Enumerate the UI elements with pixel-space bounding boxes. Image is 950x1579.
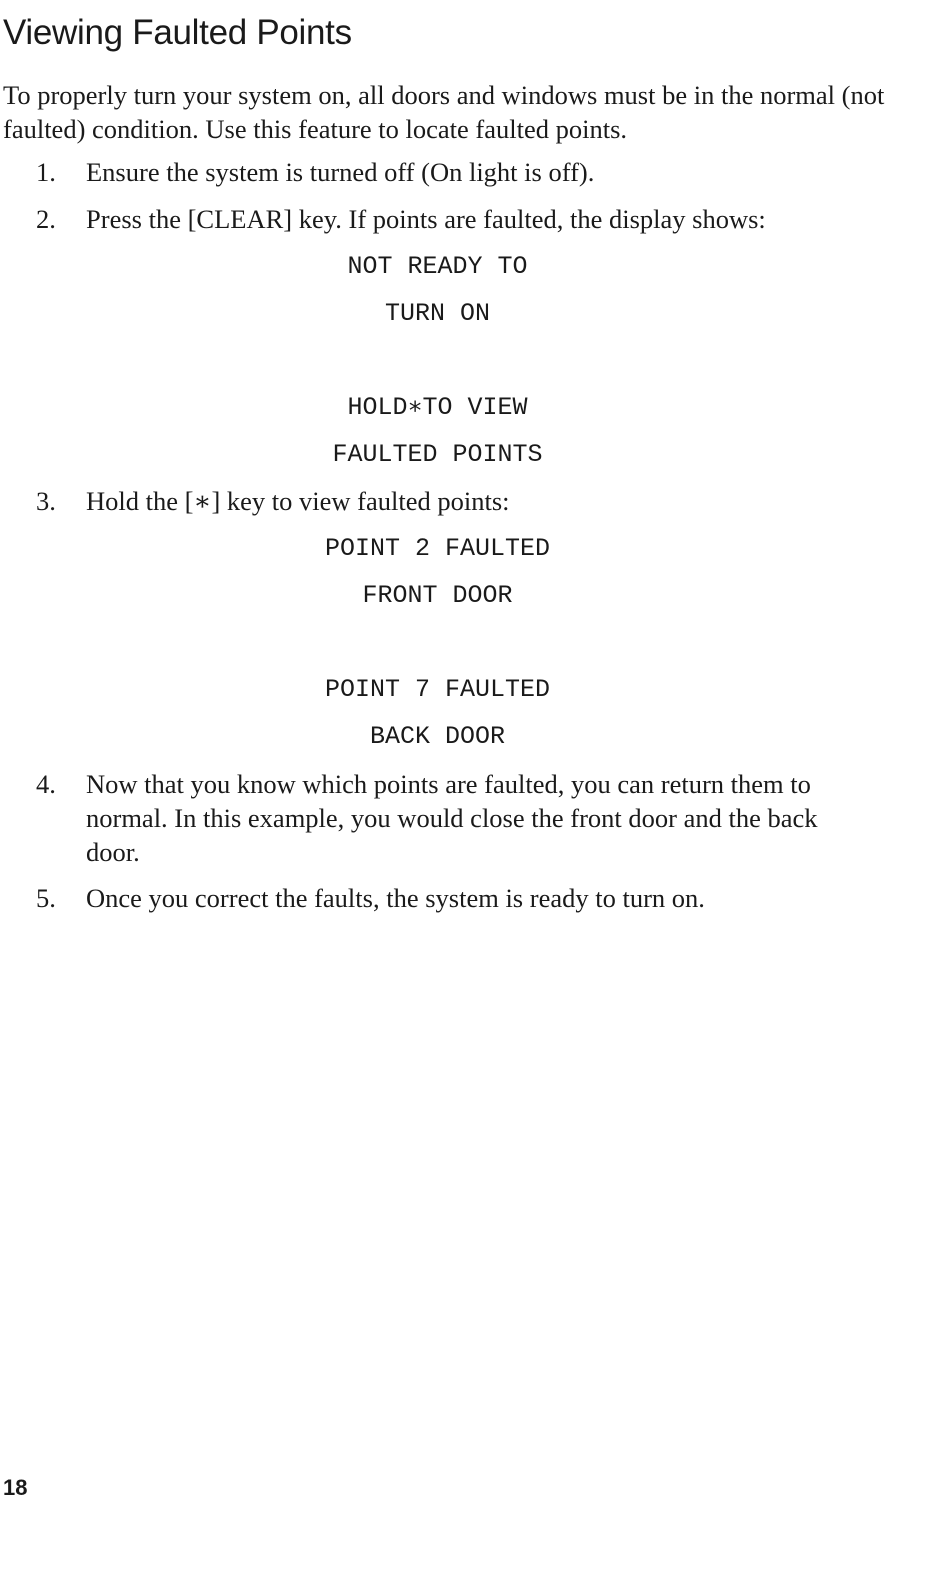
display-line: FAULTED POINTS — [332, 440, 543, 469]
step-text: Hold the [∗] key to view faulted points: — [86, 486, 510, 516]
display-line: POINT 7 FAULTED — [324, 675, 551, 704]
step-text: Now that you know which points are faulted, you can return them to normal. In this example, you would close the front door and the back door. — [86, 769, 818, 867]
page-number: 18 — [3, 1475, 28, 1500]
display-line: TURN ON — [384, 299, 491, 328]
display-line: POINT 2 FAULTED — [324, 534, 551, 563]
display-line: HOLD∗TO VIEW — [347, 393, 528, 422]
step-number: 1. — [36, 157, 56, 187]
step-text: Once you correct the faults, the system is ready to turn on. — [86, 883, 705, 913]
display-line: BACK DOOR — [369, 722, 506, 751]
page-title: Viewing Faulted Points — [3, 13, 352, 52]
step-number: 3. — [36, 486, 56, 516]
step-number: 5. — [36, 883, 56, 913]
display-line: FRONT DOOR — [362, 581, 513, 610]
display-line: NOT READY TO — [347, 252, 528, 281]
intro-paragraph: To properly turn your system on, all doors and windows must be in the normal (not faulted) condition. Use this feature to locate faulted points. — [3, 80, 885, 144]
step-text: Ensure the system is turned off (On light is off). — [86, 157, 595, 187]
step-text: Press the [CLEAR] key. If points are faulted, the display shows: — [86, 204, 766, 234]
step-number: 4. — [36, 769, 56, 799]
step-number: 2. — [36, 204, 56, 234]
